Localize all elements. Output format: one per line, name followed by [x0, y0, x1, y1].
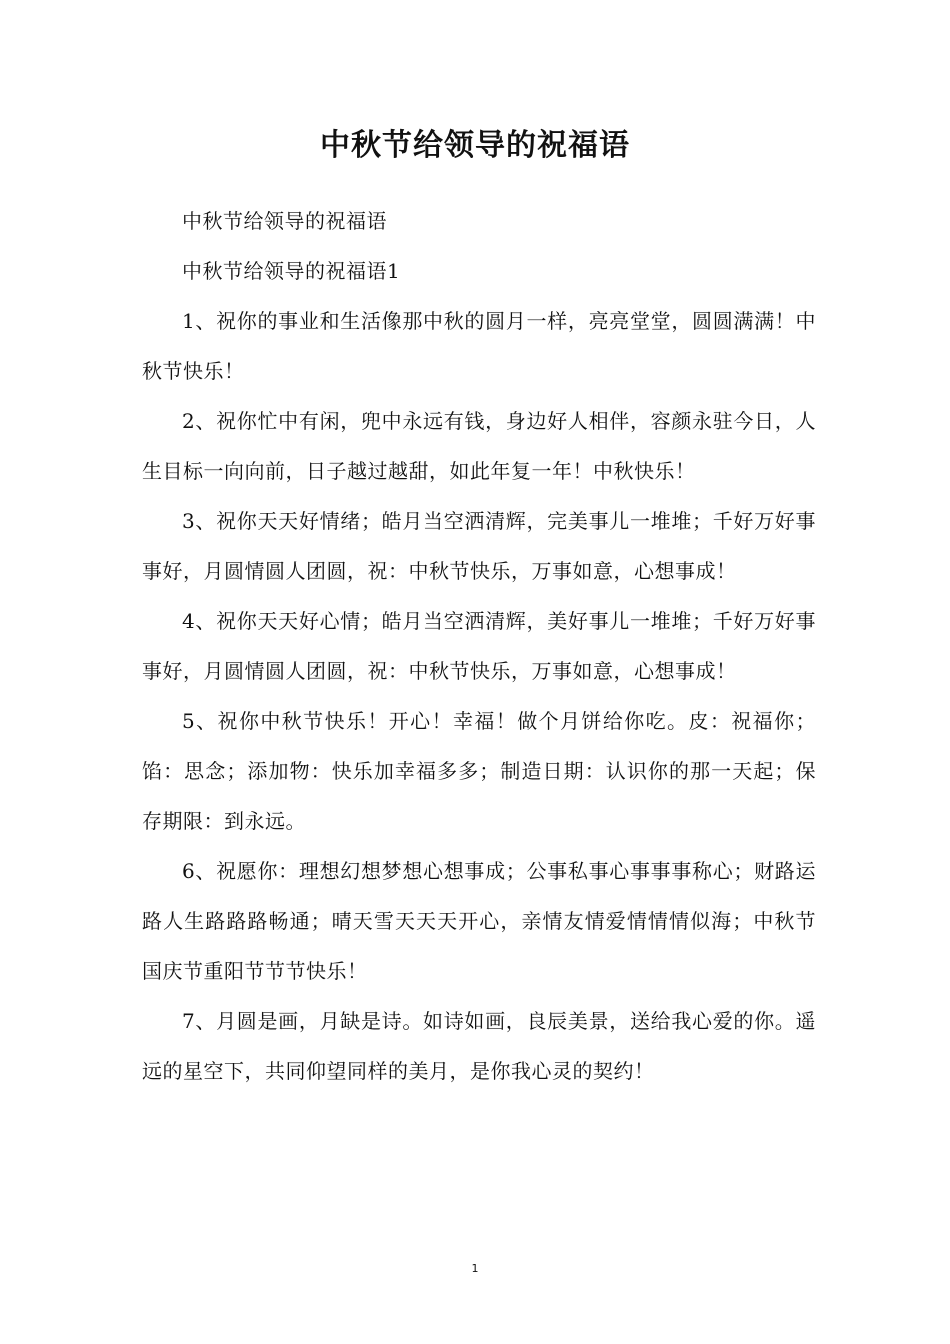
greeting-paragraph-5: 5、祝你中秋节快乐！开心！幸福！做个月饼给你吃。皮：祝福你；馅：思念；添加物：快乐加幸福多多；制造日期：认识你的那一天起；保存期限：到永远。	[142, 709, 816, 833]
greeting-paragraph-7: 7、月圆是画，月缺是诗。如诗如画，良辰美景，送给我心爱的你。遥远的星空下，共同仰望同样的美月，是你我心灵的契约！	[142, 1009, 816, 1083]
greeting-paragraph-4: 4、祝你天天好心情；皓月当空洒清辉，美好事儿一堆堆；千好万好事事好，月圆情圆人团圆，祝：中秋节快乐，万事如意，心想事成！	[142, 609, 816, 683]
greeting-paragraph-1: 1、祝你的事业和生活像那中秋的圆月一样，亮亮堂堂，圆圆满满！中秋节快乐！	[142, 309, 816, 383]
document-title: 中秋节给领导的祝福语	[320, 128, 630, 163]
document-body	[142, 196, 816, 1096]
greeting-paragraph-2: 2、祝你忙中有闲，兜中永远有钱，身边好人相伴，容颜永驻今日，人生目标一向向前，日子越过越甜，如此年复一年！中秋快乐！	[142, 409, 816, 483]
section-heading: 中秋节给领导的祝福语1	[182, 259, 401, 283]
page-number: 1	[471, 1262, 479, 1275]
greeting-paragraph-6: 6、祝愿你：理想幻想梦想心想事成；公事私事心事事事称心；财路运路人生路路路畅通；晴天雪天天天开心，亲情友情爱情情情似海；中秋节国庆节重阳节节节快乐！	[142, 859, 816, 983]
subtitle-paragraph: 中秋节给领导的祝福语	[182, 209, 387, 233]
greeting-paragraph-3: 3、祝你天天好情绪；皓月当空洒清辉，完美事儿一堆堆；千好万好事事好，月圆情圆人团圆，祝：中秋节快乐，万事如意，心想事成！	[142, 509, 816, 583]
